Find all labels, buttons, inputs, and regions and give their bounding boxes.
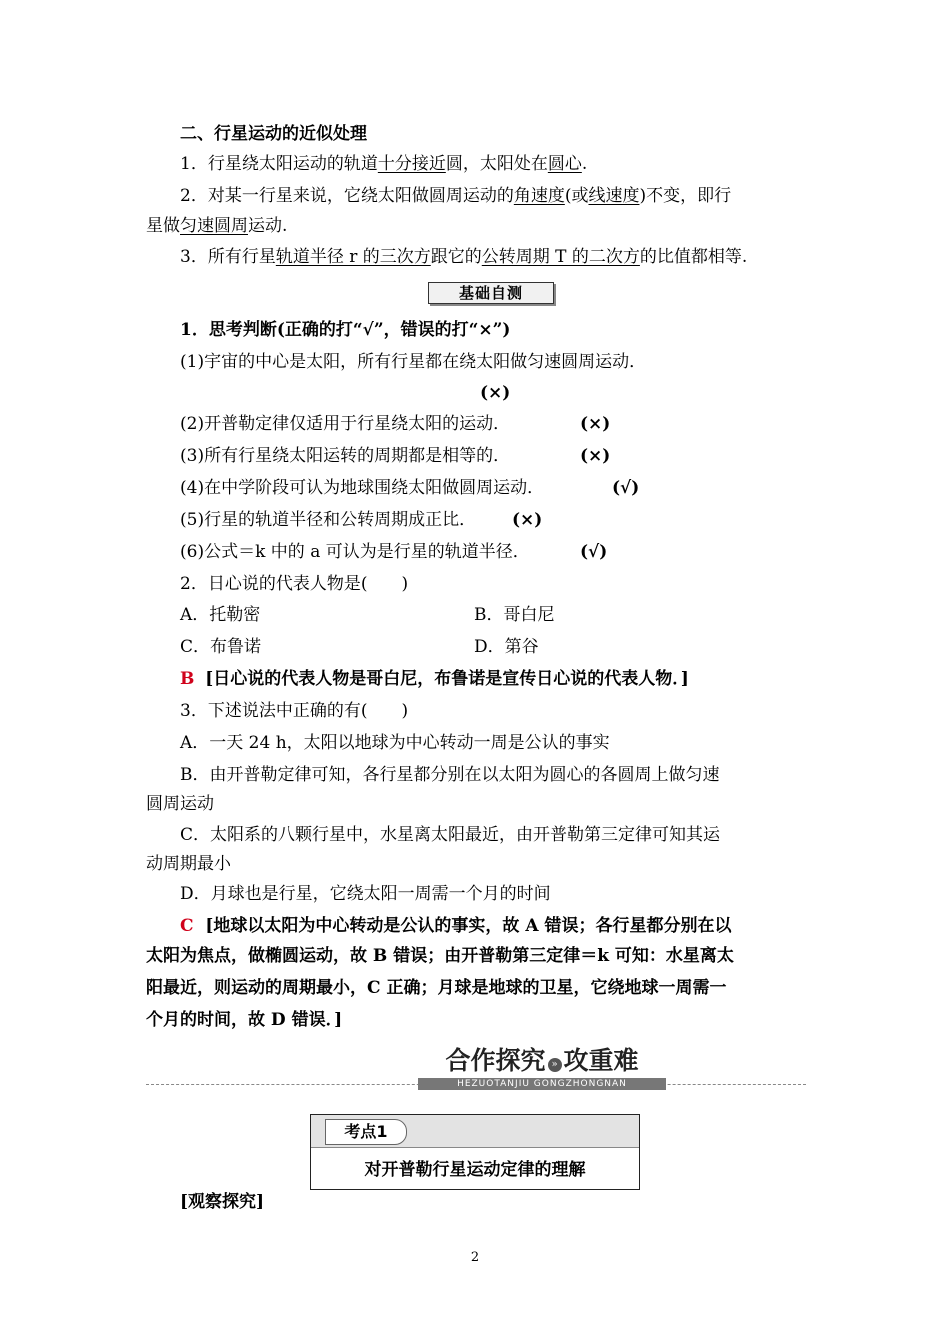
text: 对某一行星来说，它绕太阳做圆周运动的 [207, 186, 514, 206]
text: )不变，即行 [639, 186, 732, 206]
item-number: 3． [180, 247, 208, 267]
answer-letter: B [180, 669, 195, 689]
question-3-heading: 3．下述说法中正确的有( ) [180, 701, 409, 721]
option-b-continued: 圆周运动 [146, 794, 214, 814]
page-number: 2 [470, 1250, 480, 1265]
option-a: A．托勒密 [180, 605, 261, 625]
judgment-mark: (√) [580, 542, 608, 562]
text: 运动. [248, 216, 288, 236]
answer-line [180, 667, 840, 691]
option-a: A．一天 24 h，太阳以地球为中心转动一周是公认的事实 [180, 733, 610, 753]
paragraph-3 [180, 245, 840, 269]
option-d: D．月球也是行星，它绕太阳一周需一个月的时间 [180, 884, 551, 904]
judgment-mark: (√) [612, 478, 640, 498]
banner-subtitle: HEZUOTANJIU GONGZHONGNAN [418, 1078, 666, 1090]
option-b: B．哥白尼 [474, 605, 555, 625]
topic-box-header [311, 1115, 639, 1148]
answer-explanation: [日心说的代表人物是哥白尼，布鲁诺是宣传日心说的代表人物．] [205, 669, 689, 689]
option-b: B．由开普勒定律可知，各行星都分别在以太阳为圆心的各圆周上做匀速 [180, 765, 720, 785]
section-banner [418, 1046, 666, 1092]
judgment-mark: (×) [480, 383, 511, 403]
answer-letter: C [180, 916, 194, 936]
judgment-item: (6)公式＝k 中的 a 可认为是行星的轨道半径． [180, 542, 530, 562]
option-c: C．布鲁诺 [180, 637, 262, 657]
underlined-term: 轨道半径 r 的三次方 [275, 247, 431, 267]
paragraph-2-line-2 [146, 214, 806, 238]
underlined-term: 公转周期 T 的二次方 [481, 247, 640, 267]
option-c-continued: 动周期最小 [146, 854, 231, 874]
answer-line [180, 914, 840, 938]
question-1-heading: 1．思考判断(正确的打“√”，错误的打“×”) [180, 320, 511, 340]
answer-explanation: 个月的时间，故 D 错误．] [146, 1010, 343, 1030]
underlined-term: 匀速圆周 [180, 216, 248, 236]
text: 圆，太阳处在 [445, 154, 548, 174]
underlined-term: 圆心 [547, 154, 582, 174]
text: 行星绕太阳运动的轨道 [207, 154, 378, 174]
observe-heading: [观察探究] [180, 1192, 265, 1212]
paragraph-1 [180, 152, 840, 176]
judgment-mark: (×) [580, 414, 611, 434]
judgment-mark: (×) [512, 510, 543, 530]
section-badge [428, 282, 554, 304]
underlined-term: 十分接近 [377, 154, 446, 174]
question-2-heading: 2．日心说的代表人物是( ) [180, 574, 409, 594]
item-number: 1． [180, 154, 208, 174]
paragraph-2-line-1 [180, 184, 840, 208]
judgment-item: (4)在中学阶段可认为地球围绕太阳做圆周运动． [180, 478, 545, 498]
underlined-term: 线速度 [588, 186, 640, 206]
answer-explanation: 太阳为焦点，做椭圆运动，故 B 错误；由开普勒第三定律＝k 可知：水星离太 [146, 946, 734, 966]
section-heading: 二、行星运动的近似处理 [180, 124, 367, 144]
topic-tab: 考点1 [325, 1119, 407, 1145]
underlined-term: 角速度 [513, 186, 565, 206]
text: 所有行星 [207, 247, 276, 267]
banner-left: 合作探究 [445, 1046, 546, 1075]
text: (或 [564, 186, 589, 206]
answer-explanation: 阳最近，则运动的周期最小，C 正确；月球是地球的卫星，它绕地球一周需一 [146, 978, 727, 998]
banner-right: 攻重难 [563, 1046, 639, 1075]
option-d: D．第谷 [474, 637, 539, 657]
judgment-mark: (×) [580, 446, 611, 466]
text: . [581, 154, 588, 174]
item-number: 2． [180, 186, 208, 206]
judgment-item: (1)宇宙的中心是太阳，所有行星都在绕太阳做匀速圆周运动． [180, 352, 647, 372]
text: 星做 [146, 216, 180, 236]
option-c: C．太阳系的八颗行星中，水星离太阳最近，由开普勒第三定律可知其运 [180, 825, 721, 845]
arrow-icon: » [548, 1058, 562, 1072]
badge-label: 基础自测 [458, 284, 523, 302]
judgment-item: (5)行星的轨道半径和公转周期成正比． [180, 510, 477, 530]
judgment-item: (3)所有行星绕太阳运转的周期都是相等的． [180, 446, 511, 466]
text: 的比值都相等. [639, 247, 748, 267]
answer-explanation: [地球以太阳为中心转动是公认的事实，故 A 错误；各行星都分别在以 [205, 916, 732, 936]
topic-title: 对开普勒行星运动定律的理解 [364, 1160, 586, 1180]
judgment-item: (2)开普勒定律仅适用于行星绕太阳的运动． [180, 414, 511, 434]
topic-box [310, 1114, 640, 1190]
text: 跟它的 [430, 247, 482, 267]
